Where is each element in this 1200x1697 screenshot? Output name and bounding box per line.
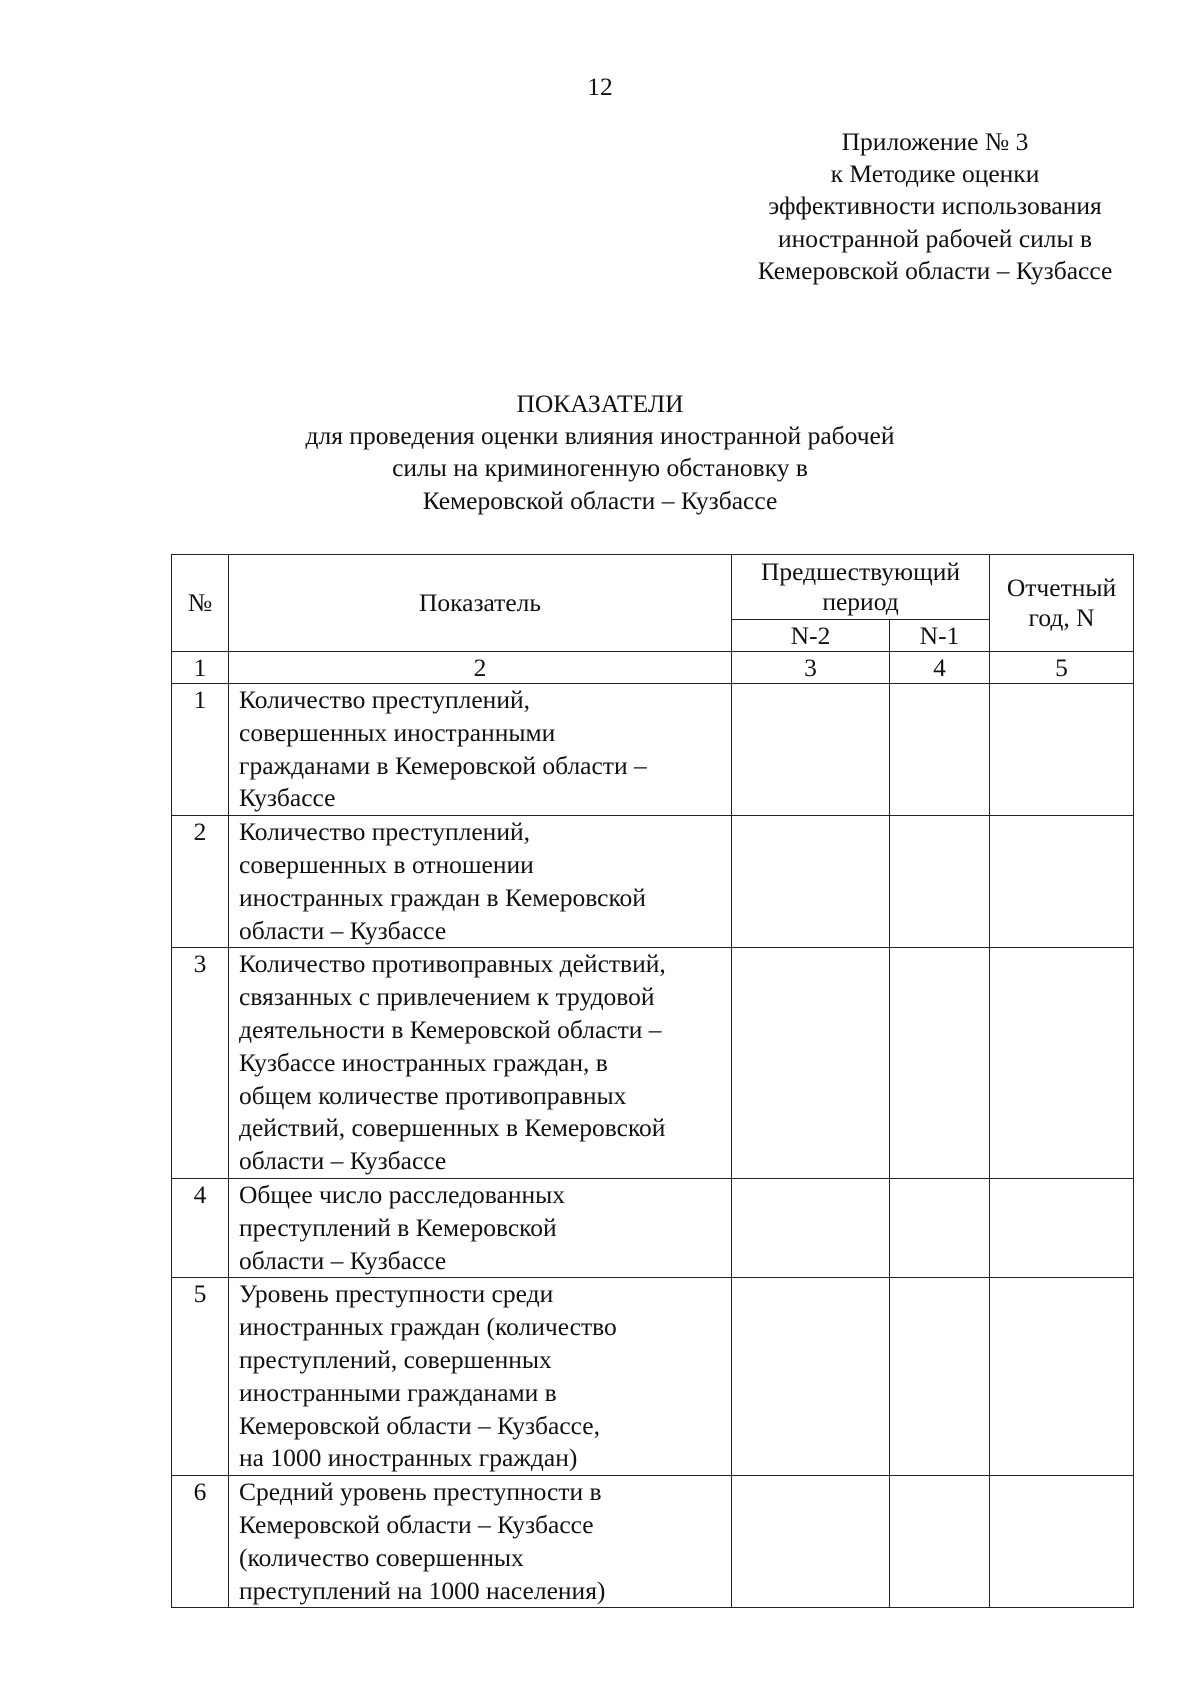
text-line: связанных с привлечением к трудовой	[239, 982, 655, 1012]
header-reporting-year	[990, 555, 1134, 652]
cell-reporting-year	[990, 816, 1134, 948]
column-number: 2	[229, 652, 732, 684]
text-line: Количество противоправных действий,	[239, 949, 666, 979]
document-title	[0, 388, 1200, 517]
title-line: Кемеровской области – Кузбассе	[422, 485, 778, 515]
text-line: деятельности в Кемеровской области –	[239, 1014, 662, 1044]
cell-n-2	[732, 684, 890, 816]
table-row	[172, 1178, 1134, 1277]
table-row	[172, 1278, 1134, 1476]
text-line: гражданами в Кемеровской области –	[239, 750, 647, 780]
header-reporting-year-line: Отчетный	[1006, 573, 1117, 602]
text-line: иностранных граждан (количество	[239, 1312, 617, 1342]
text-line: совершенных в отношении	[239, 849, 534, 879]
text-line: общем количестве противоправных	[239, 1080, 627, 1110]
appendix-line: эффективности использования	[768, 191, 1102, 221]
appendix-line: Кемеровской области – Кузбассе	[757, 255, 1113, 285]
header-previous-period-line: Предшествующий	[760, 557, 961, 586]
text-line: области – Кузбассе	[239, 915, 447, 945]
row-indicator-text	[229, 1278, 732, 1476]
table-row	[172, 1476, 1134, 1608]
row-indicator-text	[229, 816, 732, 948]
row-number: 4	[172, 1178, 229, 1277]
page-number: 12	[587, 72, 613, 101]
cell-n-1	[890, 1278, 990, 1476]
header-indicator: Показатель	[229, 555, 732, 652]
indicators-table	[171, 554, 1134, 1608]
text-line: Кузбассе иностранных граждан, в	[239, 1047, 608, 1077]
row-number: 2	[172, 816, 229, 948]
cell-n-2	[732, 816, 890, 948]
row-indicator-text	[229, 1476, 732, 1608]
appendix-reference	[700, 126, 1170, 287]
row-indicator-text	[229, 1178, 732, 1277]
column-number: 3	[732, 652, 890, 684]
header-row	[172, 555, 1134, 620]
text-line: Количество преступлений,	[239, 685, 530, 714]
text-line: области – Кузбассе	[239, 1146, 447, 1176]
column-number: 1	[172, 652, 229, 684]
cell-n-2	[732, 1178, 890, 1277]
header-n-1: N-1	[890, 620, 990, 652]
row-indicator-text	[229, 948, 732, 1179]
cell-reporting-year	[990, 1476, 1134, 1608]
text-line: действий, совершенных в Кемеровской	[239, 1113, 666, 1143]
title-line: для проведения оценки влияния иностранной рабочей	[305, 421, 895, 451]
header-previous-period-line: период	[822, 587, 899, 616]
text-line: области – Кузбассе	[239, 1245, 447, 1275]
cell-n-2	[732, 1278, 890, 1476]
title-heading: ПОКАЗАТЕЛИ	[516, 389, 684, 418]
text-line: иностранными гражданами в	[239, 1377, 557, 1407]
cell-n-2	[732, 948, 890, 1179]
text-line: (количество совершенных	[239, 1542, 524, 1572]
text-line: преступлений в Кемеровской	[239, 1212, 557, 1242]
header-previous-period	[732, 555, 990, 620]
cell-n-1	[890, 1476, 990, 1608]
table-row	[172, 816, 1134, 948]
text-line: совершенных иностранными	[239, 717, 556, 747]
text-line: Кемеровской области – Кузбассе,	[239, 1410, 600, 1440]
text-line: Уровень преступности среди	[239, 1279, 554, 1309]
appendix-line: иностранной рабочей силы в	[777, 223, 1093, 253]
text-line: Количество преступлений,	[239, 817, 530, 847]
text-line: преступлений на 1000 населения)	[239, 1575, 606, 1605]
text-line: Кемеровской области – Кузбассе	[239, 1509, 594, 1539]
table-row	[172, 684, 1134, 816]
header-reporting-year-line: год, N	[1028, 603, 1095, 632]
cell-reporting-year	[990, 684, 1134, 816]
cell-n-1	[890, 948, 990, 1179]
table-row	[172, 948, 1134, 1179]
row-indicator-text	[229, 684, 732, 816]
text-line: на 1000 иностранных граждан)	[239, 1443, 578, 1473]
appendix-line: к Методике оценки	[830, 159, 1040, 189]
appendix-line: Приложение № 3	[841, 127, 1029, 156]
row-number: 6	[172, 1476, 229, 1608]
text-line: преступлений, совершенных	[239, 1344, 552, 1374]
text-line: Средний уровень преступности в	[239, 1477, 602, 1507]
cell-reporting-year	[990, 948, 1134, 1179]
column-number: 5	[990, 652, 1134, 684]
header-n-2: N-2	[732, 620, 890, 652]
cell-reporting-year	[990, 1178, 1134, 1277]
column-number-row	[172, 652, 1134, 684]
text-line: иностранных граждан в Кемеровской	[239, 882, 646, 912]
cell-reporting-year	[990, 1278, 1134, 1476]
cell-n-2	[732, 1476, 890, 1608]
text-line: Кузбассе	[239, 783, 336, 813]
title-line: силы на криминогенную обстановку в	[392, 453, 808, 483]
cell-n-1	[890, 816, 990, 948]
text-line: Общее число расследованных	[239, 1179, 566, 1209]
header-number: №	[172, 555, 229, 652]
cell-n-1	[890, 1178, 990, 1277]
row-number: 5	[172, 1278, 229, 1476]
cell-n-1	[890, 684, 990, 816]
row-number: 1	[172, 684, 229, 816]
row-number: 3	[172, 948, 229, 1179]
column-number: 4	[890, 652, 990, 684]
